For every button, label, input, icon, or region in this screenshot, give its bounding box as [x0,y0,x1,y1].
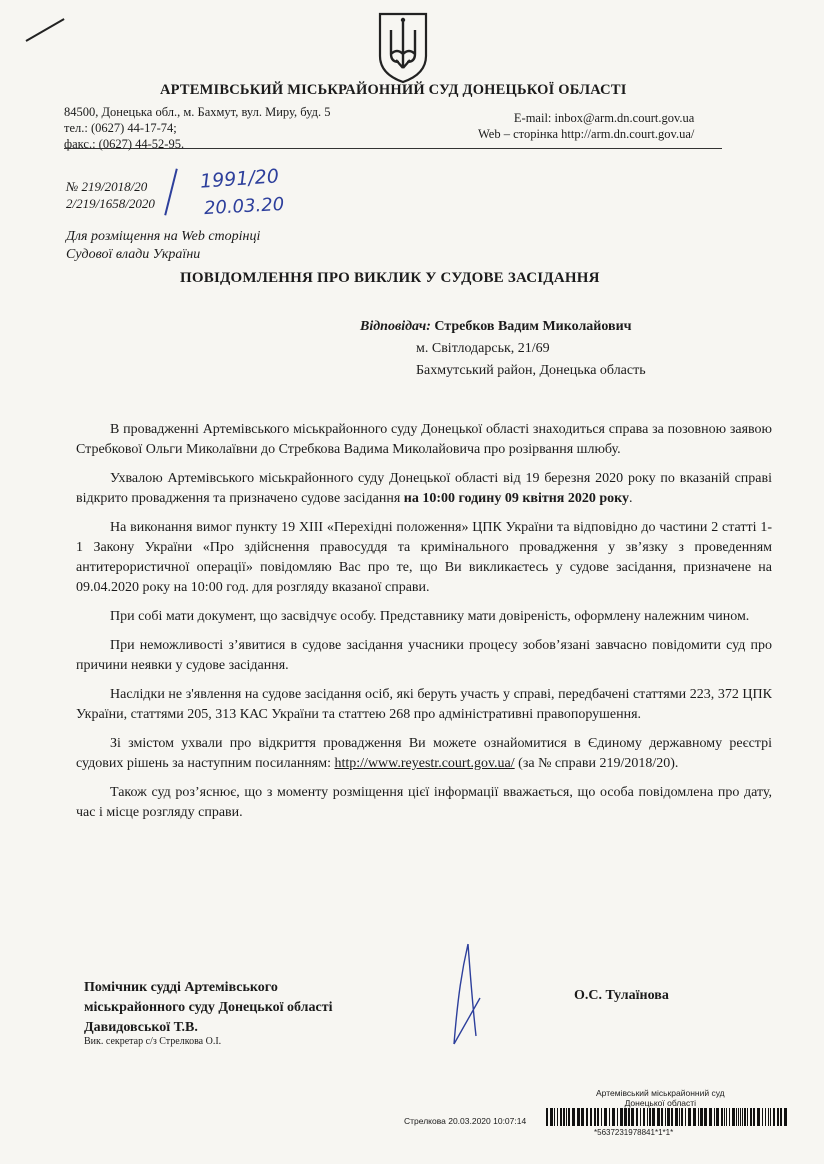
paragraph-2-end: . [629,491,633,506]
hearing-datetime: на 10:00 годину 09 квітня 2020 року [403,491,630,506]
court-phone: тел.: (0627) 44-17-74; [64,121,177,135]
paragraph-3: На виконання вимог пункту 19 XIII «Перехідні положення» ЦПК України та відповідно до частини 2 статті 1-1 Закону України «Про здійснення правосуддя та кримінального провадження у зв’язку з проведенням антитерористичної операції» повідомляю Вас про те, що Ви викликаєтесь у судове засідання, призначене на 09.04.2020 року на 10:00 год. для розгляду вказаної справи. [76,520,772,595]
respondent-label: Відповідач: [360,319,431,334]
paragraph-5: При неможливості з’явитися в судове засідання учасники процесу зобов’язані завчасно повідомити суд про причини неявки у судове засідання. [76,638,772,673]
placement-note [66,228,260,264]
barcode-number: *5637231978841*1*1* [594,1128,674,1137]
secretary-note: Вик. секретар с/з Стрелкова О.І. [84,1036,222,1047]
case-references [66,178,155,212]
paragraph-7-text: Зі змістом ухвали про відкриття провадження Ви можете ознайомитися в Єдиному державному реєстрі судових рішень за наступним посиланням: [76,736,772,771]
court-name: АРТЕМІВСЬКИЙ МІСЬКРАЙОННИЙ СУД ДОНЕЦЬКОЇ ОБЛАСТІ [160,82,627,98]
signer-name: О.С. Тулаїнова [574,988,669,1003]
ukraine-coat-of-arms-icon [376,10,430,84]
court-address-block [64,104,330,152]
paragraph-4: При собі мати документ, що засвідчує особу. Представнику мати довіреність, оформлену належним чином. [110,609,750,624]
paragraph-2-text: Ухвалою Артемівського міськрайонного суду Донецької області від 19 березня 2020 року по вказаній справі відкрито провадження та призначено судове засідання [76,471,772,506]
handwritten-registration-number: 1991/20 [199,165,280,193]
paragraph-6: Наслідки не з'явлення на судове засідання осіб, які беруть участь у справі, передбачені статтями 223, 372 ЦПК України, статтями 205, 313 КАС України та статтею 268 про адміністративні правопорушення. [76,687,772,722]
paragraph-2 [76,469,772,509]
respondent-block [360,316,646,382]
signatory-line-1: Помічник судді Артемівського [84,980,278,995]
placement-line-1: Для розміщення на Web сторінці [66,229,261,244]
court-website: Web – сторінка http://arm.dn.court.gov.ua/ [478,127,695,141]
stamp-line-1: Артемівський міськрайонний суд [596,1088,725,1098]
signatory-block [84,978,332,1038]
court-fax: факс.: (0627) 44-52-95. [64,137,185,151]
registry-link[interactable]: http://www.reyestr.court.gov.ua/ [334,756,515,771]
court-contacts [478,110,694,142]
handwritten-signature [440,940,500,1050]
court-email: E-mail: inbox@arm.dn.court.gov.ua [513,111,695,125]
header-divider [64,148,722,149]
court-stamp [596,1088,725,1108]
barcode-icon [546,1108,790,1126]
notice-body [76,420,772,832]
paragraph-7 [76,734,772,774]
placement-line-2: Судової влади України [66,247,201,262]
court-address: 84500, Донецька обл., м. Бахмут, вул. Миру, буд. 5 [64,105,331,119]
stamp-line-2: Донецької області [624,1098,697,1108]
signatory-line-2: міськрайонного суду Донецької області [84,1000,333,1015]
paragraph-8: Також суд роз’яснює, що з моменту розміщення цієї інформації вважається, що особа повідомлена про дату, час і місце розгляду справи. [76,785,772,820]
respondent-name: Стребков Вадим Миколайович [434,319,632,334]
respondent-street: м. Світлодарськ, 21/69 [416,341,550,356]
handwritten-bracket [164,168,178,215]
signatory-line-3: Давидовської Т.В. [84,1020,198,1035]
proceeding-number: 2/219/1658/2020 [66,196,155,211]
clerk-timestamp: Стрелкова 20.03.2020 10:07:14 [404,1116,527,1126]
paragraph-1: В провадженні Артемівського міськрайонного суду Донецької області знаходиться справа за позовною заявою Стребкової Ольги Миколаївни до Стребкова Вадима Миколайовича про розірвання шлюбу. [76,422,772,457]
document-title: ПОВІДОМЛЕННЯ ПРО ВИКЛИК У СУДОВЕ ЗАСІДАННЯ [180,270,600,286]
scan-mark [26,18,65,42]
case-number: № 219/2018/20 [66,179,148,194]
respondent-region: Бахмутський район, Донецька область [416,363,646,378]
handwritten-date: 20.03.20 [203,193,285,220]
paragraph-7-end: (за № справи 219/2018/20). [514,756,679,771]
